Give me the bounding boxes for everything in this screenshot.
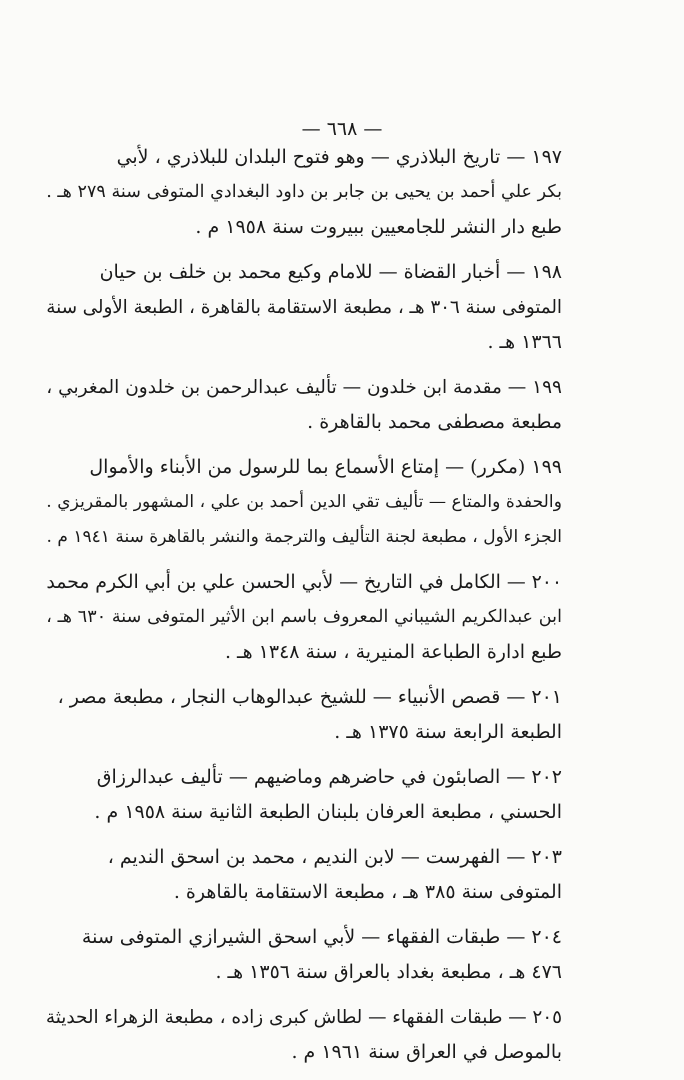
bibliography-list xyxy=(46,140,562,1080)
bibliography-entry-202 xyxy=(46,760,562,830)
entry-line: ٢٠١ — قصص الأنبياء — للشيخ عبدالوهاب النجار ، مطبعة مصر ، xyxy=(57,686,562,708)
bibliography-entry-203 xyxy=(46,840,562,910)
entry-line: ٢٠٤ — طبقات الفقهاء — لأبي اسحق الشيرازي المتوفى سنة xyxy=(81,926,562,948)
entry-line: المتوفى سنة ٣٨٥ هـ ، مطبعة الاستقامة بالقاهرة . xyxy=(173,881,562,903)
entry-line: الطبعة الرابعة سنة ١٣٧٥ هـ . xyxy=(334,721,562,743)
page-number: — ٦٦٨ — xyxy=(301,118,383,140)
entry-line: الحسني ، مطبعة العرفان بلبنان الطبعة الثانية سنة ١٩٥٨ م . xyxy=(94,801,562,823)
entry-line: بكر علي أحمد بن يحيى بن جابر بن داود البغدادي المتوفى سنة ٢٧٩ هـ . xyxy=(46,182,562,202)
entry-line: بالموصل في العراق سنة ١٩٦١ م . xyxy=(291,1041,562,1063)
entry-line: المتوفى سنة ٣٠٦ هـ ، مطبعة الاستقامة بالقاهرة ، الطبعة الأولى سنة xyxy=(46,297,562,318)
bibliography-entry-198 xyxy=(46,255,562,360)
entry-line: ٢٠٢ — الصابئون في حاضرهم وماضيهم — تأليف عبدالرزاق xyxy=(96,766,562,788)
bibliography-entry-200 xyxy=(46,565,562,670)
bibliography-entry-199 xyxy=(46,370,562,440)
bibliography-entry-204 xyxy=(46,920,562,990)
entry-line: ١٩٨ — أخبار القضاة — للامام وكيع محمد بن خلف بن حيان xyxy=(99,261,562,283)
entry-line: طبع ادارة الطباعة المنيرية ، سنة ١٣٤٨ هـ . xyxy=(224,641,562,663)
entry-line: مطبعة مصطفى محمد بالقاهرة . xyxy=(307,411,562,433)
bibliography-entry-205 xyxy=(46,1000,562,1070)
entry-line: ١٩٩ (مكرر) — إمتاع الأسماع بما للرسول من الأبناء والأموال xyxy=(89,456,562,478)
entry-line: طبع دار النشر للجامعيين ببيروت سنة ١٩٥٨ م . xyxy=(195,216,562,238)
entry-line: ٢٠٠ — الكامل في التاريخ — لأبي الحسن علي بن أبي الكرم محمد xyxy=(46,572,562,593)
bibliography-entry-197 xyxy=(46,140,562,245)
entry-line: ٢٠٥ — طبقات الفقهاء — لطاش كبرى زاده ، مطبعة الزهراء الحديثة xyxy=(45,1007,562,1028)
entry-line: ابن عبدالكريم الشيباني المعروف باسم ابن الأثير المتوفى سنة ٦٣٠ هـ ، xyxy=(46,607,562,627)
bibliography-entry-199-repeat xyxy=(46,450,562,555)
entry-line: ٢٠٣ — الفهرست — لابن النديم ، محمد بن اسحق النديم ، xyxy=(107,846,562,868)
entry-line: ١٩٧ — تاريخ البلاذري — وهو فتوح البلدان للبلاذري ، لأبي xyxy=(116,146,562,168)
entry-line: ١٩٩ — مقدمة ابن خلدون — تأليف عبدالرحمن بن خلدون المغربي ، xyxy=(46,377,562,398)
entry-line: الجزء الأول ، مطبعة لجنة التأليف والترجمة والنشر بالقاهرة سنة ١٩٤١ م . xyxy=(46,527,562,547)
bibliography-entry-201 xyxy=(46,680,562,750)
entry-line: ٤٧٦ هـ ، مطبعة بغداد بالعراق سنة ١٣٥٦ هـ . xyxy=(215,961,562,983)
entry-line: والحفدة والمتاع — تأليف تقي الدين أحمد بن علي ، المشهور بالمقريزي . xyxy=(46,492,562,512)
entry-line: ١٣٦٦ هـ . xyxy=(487,331,562,353)
